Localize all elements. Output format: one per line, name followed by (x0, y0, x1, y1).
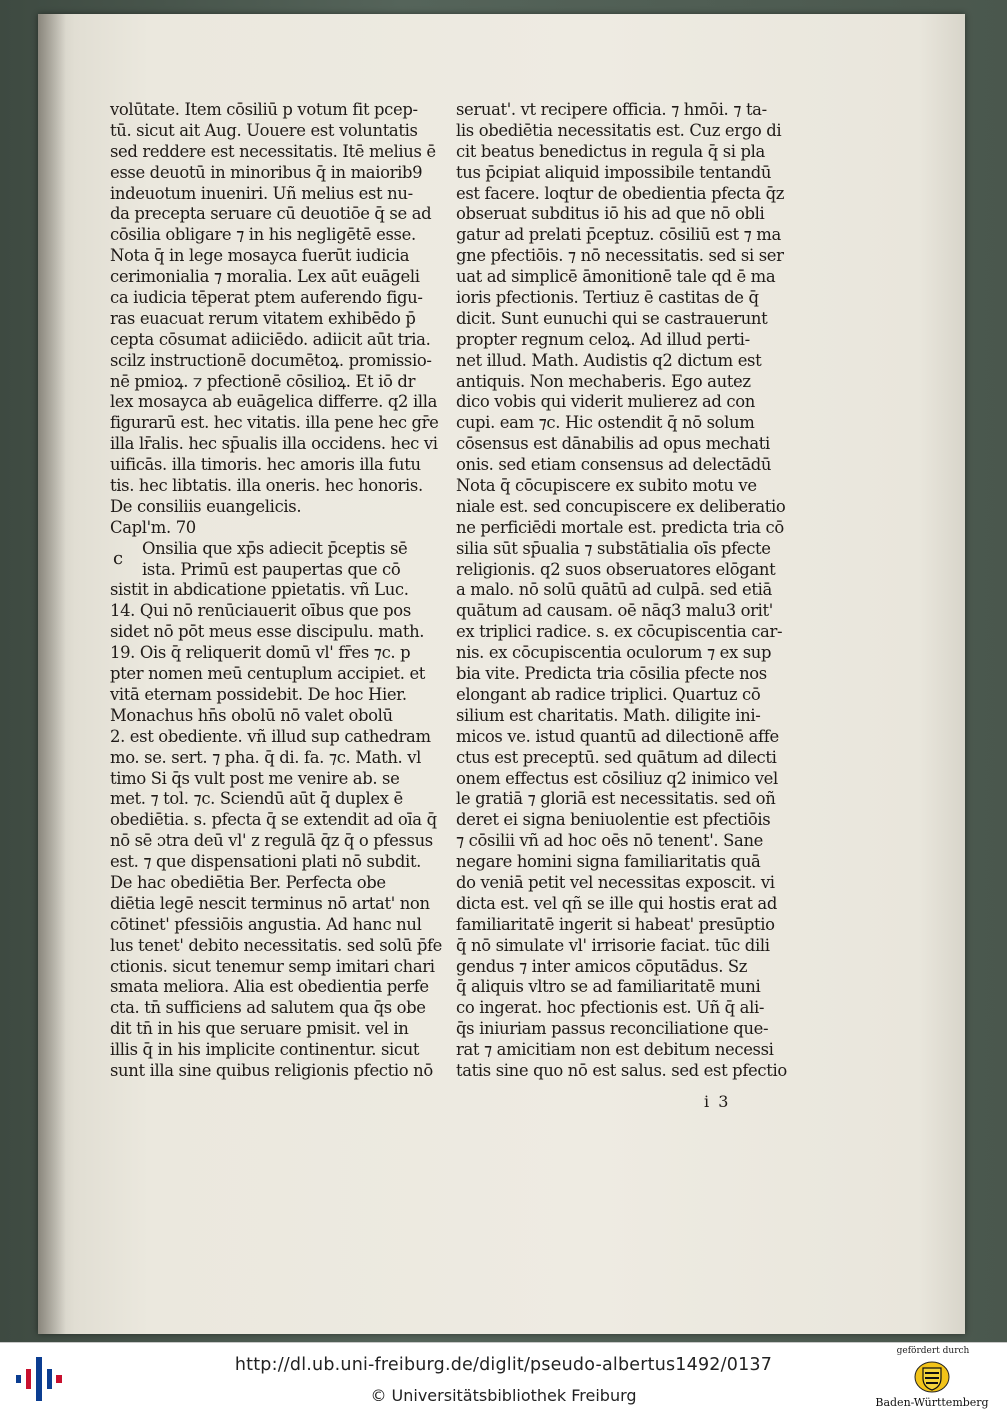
signature-mark: i 3 (704, 1092, 731, 1111)
text-line: ctus est preceptū. sed quātum ad dilecti (456, 747, 777, 767)
text-line: gatur ad prelati p̄ceptuz. cōsiliū est ⁊ ma (456, 225, 781, 245)
text-line: quātum ad causam. oē nāq3 malu3 orit' (456, 601, 773, 621)
text-line: 14. Qui nō renūciauerit oībus que pos (110, 601, 411, 621)
text-line: religionis. q2 suos obseruatores elōgant (456, 559, 776, 579)
text-line: niale est. sed concupiscere ex deliberatio (456, 496, 786, 516)
text-line: diētia legē nescit terminus nō artat' non (110, 893, 430, 913)
text-line: tis. hec libtatis. illa oneris. hec honoris. (110, 476, 423, 496)
text-line: sidet nō pōt meus esse discipulu. math. (110, 622, 425, 642)
text-line: propter regnum celoꝝ. Ad illud perti- (456, 329, 750, 349)
text-line: familiaritatē ingerit si habeat' presūptio (456, 914, 775, 934)
text-line: ista. Primū est paupertas que cō (142, 559, 401, 579)
text-line: illis q̄ in his implicite continentur. sicut (110, 1040, 420, 1060)
text-line: gne pfectiōis. ⁊ nō necessitatis. sed si ser (456, 246, 784, 266)
text-line: deret ei signa beniuolentie est pfectiōis (456, 810, 771, 830)
text-line: dit tn̄ in his que seruare pmisit. vel in (110, 1019, 409, 1039)
text-line: lis obediētia necessitatis est. Cuz ergo di (456, 120, 782, 140)
text-line: ex triplici radice. s. ex cōcupiscentia car- (456, 622, 783, 642)
text-line: a malo. nō solū quātū ad culpā. sed etiā (456, 580, 772, 600)
text-line: De consiliis euangelicis. (110, 496, 302, 516)
text-line: uificās. illa timoris. hec amoris illa futu (110, 455, 421, 475)
text-line: esse deuotū in minoribus q̄ in maiorib9 (110, 162, 423, 182)
text-line: sed reddere est necessitatis. Itē melius ē (110, 141, 436, 161)
text-line: lex mosayca ab euāgelica differre. q2 illa (110, 392, 438, 412)
sponsor-label: gefördert durch (896, 1346, 970, 1356)
text-line: ⁊ cōsilii vñ ad hoc oēs nō tenent'. Sane (456, 831, 764, 851)
text-line: ca iudicia tēperat ptem auferendo figu- (110, 288, 423, 308)
text-line: figurarū est. hec vitatis. illa pene hec gr̄e (110, 413, 439, 433)
initial-letter: c (113, 548, 124, 569)
text-line: ctionis. sicut tenemur semp imitari chari (110, 956, 435, 976)
text-line: sistit in abdicatione ppietatis. vñ Luc. (110, 580, 409, 600)
text-line: vitā eternam possidebit. De hoc Hier. (110, 684, 407, 704)
copyright-notice: © Universitätsbibliothek Freiburg (370, 1386, 637, 1405)
left-text-column (110, 100, 444, 1082)
text-line: silia sūt sp̄ualia ⁊ substātialia oīs pfecte (456, 538, 771, 558)
text-line: tus p̄cipiat aliquid impossibile tentandū (456, 162, 772, 182)
text-line: nis. ex cōcupiscentia oculorum ⁊ ex sup (456, 643, 772, 663)
text-line: q̄ nō simulate vl' irrisorie faciat. tūc dili (456, 935, 770, 955)
text-line: da precepta seruare cū deuotiōe q̄ se ad (110, 204, 432, 224)
text-line: est facere. loqtur de obedientia pfecta q̄z (456, 183, 785, 203)
text-line: cōsensus est dānabilis ad opus mechati (456, 434, 770, 454)
text-line: seruat'. vt recipere officia. ⁊ hmōi. ⁊ ta- (456, 100, 767, 119)
viewer-footer (0, 1342, 1007, 1414)
text-line: tū. sicut ait Aug. Uouere est voluntatis (110, 120, 418, 140)
text-line: sunt illa sine quibus religionis pfectio nō (110, 1060, 433, 1080)
text-line: smata meliora. Alia est obedientia perfe (110, 977, 429, 997)
text-line: dicit. Sunt eunuchi qui se castrauerunt (456, 308, 768, 328)
text-line: Capl'm. 70 (110, 517, 196, 537)
text-line: antiquis. Non mechaberis. Ego autez (456, 371, 751, 391)
text-line: ioris pfectionis. Tertiuz ē castitas de q̄ (456, 288, 759, 308)
text-line: q̄ aliquis vltro se ad familiaritatē muni (456, 977, 761, 997)
text-line: do veniā petit vel necessitas exposcit. vi (456, 872, 775, 892)
right-text-column (456, 100, 792, 1082)
text-line: silium est charitatis. Math. diligite ini- (456, 705, 761, 725)
text-line: le gratiā ⁊ gloriā est necessitatis. sed oñ (456, 789, 776, 809)
text-line: bia vite. Predicta tria cōsilia pfecte nos (456, 664, 767, 684)
text-line: cerimonialia ⁊ moralia. Lex aūt euāgeli (110, 267, 420, 287)
text-line: 2. est obediente. vñ illud sup cathedram (110, 726, 431, 746)
text-line: 19. Ois q̄ reliquerit domū vl' fr̄es ⁊c. p (110, 643, 411, 663)
text-line: dico vobis qui viderit mulierez ad con (456, 392, 755, 412)
text-line: nō sē ɔtra deū vl' z regulā q̄z q̄ o pfessus (110, 831, 433, 851)
text-line: pter nomen meū centuplum accipiet. et (110, 664, 426, 684)
bw-coat-of-arms-icon (914, 1360, 950, 1394)
text-line: cit beatus benedictus in regula q̄ si pla (456, 141, 765, 161)
text-line: rat ⁊ amicitiam non est debitum necessi (456, 1040, 774, 1060)
text-line: elongant ab radice triplici. Quartuz cō (456, 684, 761, 704)
text-line: ne perficiēdi mortale est. predicta tria cō (456, 517, 784, 537)
text-line: negare homini signa familiaritatis quā (456, 852, 761, 872)
text-line: indeuotum inueniri. Uñ melius est nu- (110, 183, 413, 203)
text-line: Monachus hn̄s obolū nō valet obolū (110, 705, 393, 725)
text-line: micos ve. istud quantū ad dilectionē affe (456, 726, 779, 746)
text-line: gendus ⁊ inter amicos cōputādus. Sz (456, 956, 748, 976)
text-line: onis. sed etiam consensus ad delectādū (456, 455, 772, 475)
text-line: cupi. eam ⁊c. Hic ostendit q̄ nō solum (456, 413, 755, 433)
text-line: tatis sine quo nō est salus. sed est pfectio (456, 1060, 787, 1080)
text-line: Nota q̄ in lege mosayca fuerūt iudicia (110, 246, 410, 266)
text-line: cōsilia obligare ⁊ in his negligētē esse. (110, 225, 416, 245)
text-line: Onsilia que xp̄s adiecit p̄ceptis sē (142, 538, 408, 558)
text-line: est. ⁊ que dispensationi plati nō subdit. (110, 852, 422, 872)
text-line: uat ad simplicē āmonitionē tale qd ē ma (456, 267, 776, 287)
sponsor-name: Baden-Württemberg (875, 1396, 989, 1409)
text-line: dicta est. vel qñ se ille qui hostis erat ad (456, 893, 777, 913)
text-line: Nota q̄ cōcupiscere ex subito motu ve (456, 476, 757, 496)
text-line: mo. se. sert. ⁊ pha. q̄ di. fa. ⁊c. Math. vl (110, 747, 422, 767)
text-line: illa lr̄alis. hec sp̄ualis illa occidens. hec vi (110, 434, 438, 454)
text-line: cepta cōsumat adiiciēdo. adiicit aūt tria. (110, 329, 431, 349)
text-line: obediētia. s. pfecta q̄ se extendit ad oīa q̄ (110, 810, 437, 830)
text-line: net illud. Math. Audistis q2 dictum est (456, 350, 762, 370)
text-line: cta. tn̄ sufficiens ad salutem qua q̄s obe (110, 998, 426, 1018)
text-line: co ingerat. hoc pfectionis est. Uñ q̄ ali- (456, 998, 765, 1018)
text-line: nē pmioꝝ. ⁊ pfectionē cōsilioꝝ. Et iō dr (110, 371, 416, 391)
text-line: De hac obediētia Ber. Perfecta obe (110, 872, 386, 892)
document-url[interactable]: http://dl.ub.uni-freiburg.de/diglit/pseudo-albertus1492/0137 (234, 1355, 773, 1375)
text-line: cōtinet' pfessiōis angustia. Ad hanc nul (110, 914, 422, 934)
text-line: scilz instructionē documētoꝝ. promissio- (110, 350, 432, 370)
text-line: met. ⁊ tol. ⁊c. Sciendū aūt q̄ duplex ē (110, 789, 403, 809)
page-gutter-shadow (38, 14, 66, 1334)
text-line: onem effectus est cōsiliuz q2 inimico vel (456, 768, 778, 788)
text-line: lus tenet' debito necessitatis. sed solū p̄fe (110, 935, 443, 955)
text-line: volūtate. Item cōsiliū p votum fit pcep- (110, 100, 418, 119)
text-line: q̄s iniuriam passus reconciliatione que- (456, 1019, 769, 1039)
text-line: ras euacuat rerum vitatem exhibēdo p̄ (110, 308, 416, 328)
text-line: timo Si q̄s vult post me venire ab. se (110, 768, 400, 788)
text-line: obseruat subditus iō his ad que nō obli (456, 204, 765, 224)
